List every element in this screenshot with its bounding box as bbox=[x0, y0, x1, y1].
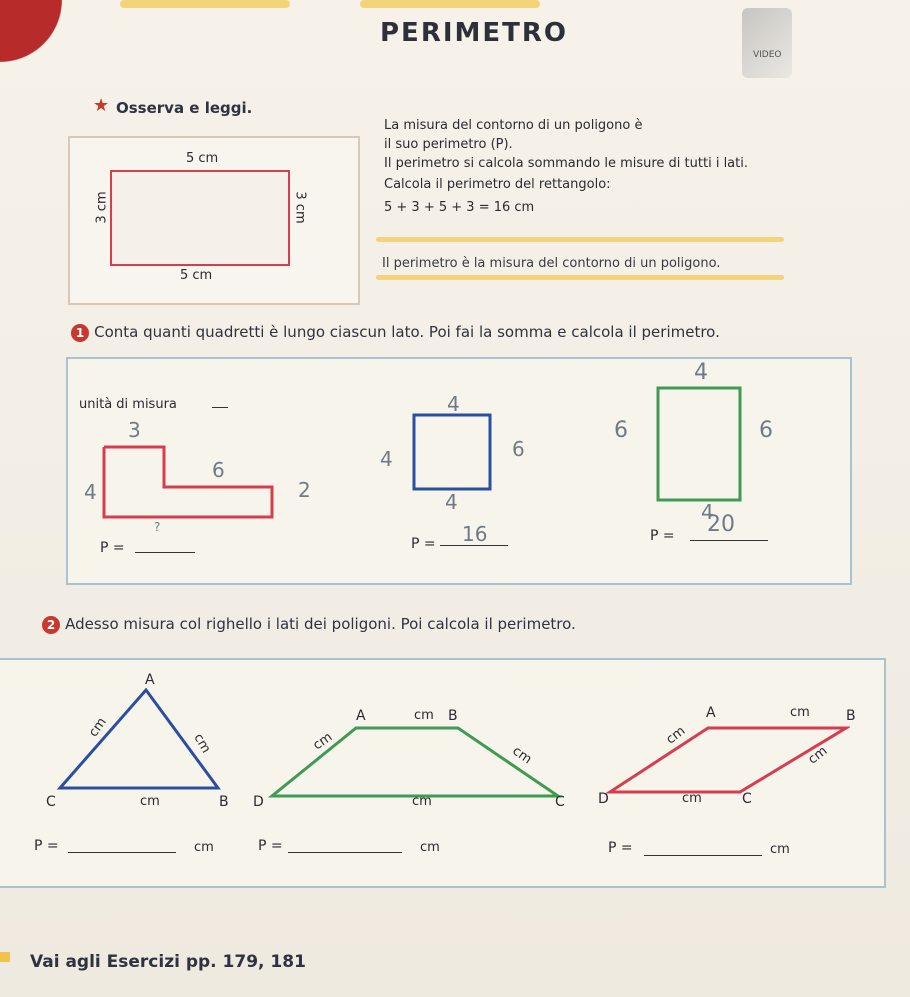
triangle-unit-right: cm bbox=[190, 731, 214, 756]
shape2-side-bottom: 4 bbox=[445, 490, 458, 514]
parallelogram-vertex-c: C bbox=[742, 791, 752, 807]
shape3-side-left: 6 bbox=[614, 418, 628, 443]
intro-bullet-1: La misura del contorno di un poligono è bbox=[384, 118, 643, 133]
shape1 bbox=[96, 437, 286, 527]
trapezoid-p-label: P = bbox=[258, 838, 283, 854]
parallelogram-unit-bottom: cm bbox=[682, 791, 702, 806]
triangle-vertex-c: C bbox=[46, 794, 56, 810]
shape1-p-value: ? bbox=[154, 520, 161, 534]
intro-heading: Osserva e leggi. bbox=[116, 99, 253, 117]
trapezoid-vertex-a: A bbox=[356, 708, 366, 724]
definition-underline bbox=[376, 237, 784, 242]
video-label: VIDEO bbox=[753, 50, 782, 60]
shape2-side-left: 4 bbox=[380, 447, 393, 471]
shape3-side-bottom: 4 bbox=[701, 500, 714, 524]
shape2 bbox=[412, 413, 494, 493]
shape3-answer-line bbox=[690, 540, 768, 541]
shape2-side-top: 4 bbox=[447, 392, 460, 416]
trapezoid-vertex-b: B bbox=[448, 708, 458, 724]
trapezoid-vertex-c: C bbox=[555, 794, 565, 810]
intro-bullet-5: 5 + 3 + 5 + 3 = 16 cm bbox=[384, 200, 535, 215]
exercise1-instruction: Conta quanti quadretti è lungo ciascun lato. Poi fai la somma e calcola il perimetro. bbox=[94, 323, 720, 341]
shape1-answer-line bbox=[135, 552, 195, 553]
shape2-answer-line bbox=[440, 545, 508, 546]
intro-rect-left: 3 cm bbox=[94, 191, 110, 224]
parallelogram-vertex-b: B bbox=[846, 708, 856, 724]
star-icon: ★ bbox=[93, 95, 110, 116]
intro-bullet-2: il suo perimetro (P). bbox=[384, 137, 513, 152]
shape1-side-left: 4 bbox=[84, 480, 97, 504]
top-wave-yellow bbox=[120, 0, 290, 8]
shape2-outline bbox=[414, 415, 490, 489]
intro-bullet-4: Calcola il perimetro del rettangolo: bbox=[384, 177, 611, 192]
parallelogram-vertex-d: D bbox=[598, 791, 609, 807]
red-corner-decoration bbox=[0, 0, 70, 70]
shape1-outline bbox=[104, 447, 272, 517]
exercise2-number: 2 bbox=[42, 616, 60, 634]
page-title: PERIMETRO bbox=[380, 18, 569, 48]
shape3-p-value: 20 bbox=[707, 512, 735, 537]
trapezoid-unit-bottom: cm bbox=[412, 794, 432, 809]
triangle-unit-bottom: cm bbox=[140, 794, 160, 809]
unit-underline bbox=[212, 407, 228, 408]
shape3-side-right: 6 bbox=[759, 418, 773, 443]
intro-bullets bbox=[384, 118, 804, 215]
shape3-side-top: 4 bbox=[694, 360, 708, 385]
intro-rect bbox=[110, 170, 290, 266]
trapezoid-unit-left: cm bbox=[310, 729, 336, 754]
intro-rect-bottom: 5 cm bbox=[180, 268, 213, 283]
shape2-p-label: P = bbox=[411, 536, 436, 552]
triangle-p-label: P = bbox=[34, 838, 59, 854]
shape1-side-middle: 6 bbox=[212, 458, 225, 482]
exercise2-instruction: Adesso misura col righello i lati dei poligoni. Poi calcola il perimetro. bbox=[65, 615, 576, 633]
shape2-p-value: 16 bbox=[462, 522, 488, 546]
top-wave-yellow-2 bbox=[360, 0, 540, 8]
triangle-vertex-a: A bbox=[145, 672, 155, 688]
parallelogram-unit-left: cm bbox=[663, 723, 689, 748]
video-icon[interactable] bbox=[742, 8, 792, 78]
shape3-outline bbox=[658, 388, 740, 500]
shape3-p-label: P = bbox=[650, 528, 675, 544]
intro-definition: Il perimetro è la misura del contorno di un poligono. bbox=[382, 256, 721, 271]
shape1-side-top: 3 bbox=[128, 418, 141, 442]
triangle-vertex-b: B bbox=[219, 794, 229, 810]
parallelogram-answer-line bbox=[644, 855, 762, 856]
trapezoid-unit-right: cm bbox=[509, 743, 535, 768]
parallelogram-vertex-a: A bbox=[706, 705, 716, 721]
exercise1-number: 1 bbox=[71, 324, 89, 342]
exercise2-header bbox=[42, 614, 576, 634]
parallelogram-unit-top: cm bbox=[790, 705, 810, 720]
footer-arrow-icon bbox=[0, 952, 10, 962]
trapezoid-vertex-d: D bbox=[253, 794, 264, 810]
exercise1-header bbox=[71, 322, 720, 342]
definition-underline-2 bbox=[376, 275, 784, 280]
intro-bullet-3: Il perimetro si calcola sommando le misure di tutti i lati. bbox=[384, 156, 748, 171]
shape1-side-right: 2 bbox=[298, 478, 311, 502]
triangle-unit-left: cm bbox=[86, 715, 110, 740]
unit-label: unità di misura bbox=[79, 397, 177, 412]
triangle-answer-line bbox=[68, 852, 176, 853]
shape2-side-right: 6 bbox=[512, 437, 525, 461]
trapezoid-answer-line bbox=[288, 852, 402, 853]
intro-rect-top: 5 cm bbox=[186, 151, 219, 166]
footer-text: Vai agli Esercizi pp. 179, 181 bbox=[30, 952, 306, 972]
parallelogram-unit-right: cm bbox=[805, 743, 831, 768]
trapezoid-p-unit: cm bbox=[420, 840, 440, 855]
trapezoid-unit-top: cm bbox=[414, 708, 434, 723]
parallelogram-p-unit: cm bbox=[770, 842, 790, 857]
intro-rect-right: 3 cm bbox=[292, 191, 308, 224]
parallelogram-p-label: P = bbox=[608, 840, 633, 856]
shape1-p-label: P = bbox=[100, 540, 125, 556]
triangle-p-unit: cm bbox=[194, 840, 214, 855]
shape3 bbox=[656, 386, 744, 502]
